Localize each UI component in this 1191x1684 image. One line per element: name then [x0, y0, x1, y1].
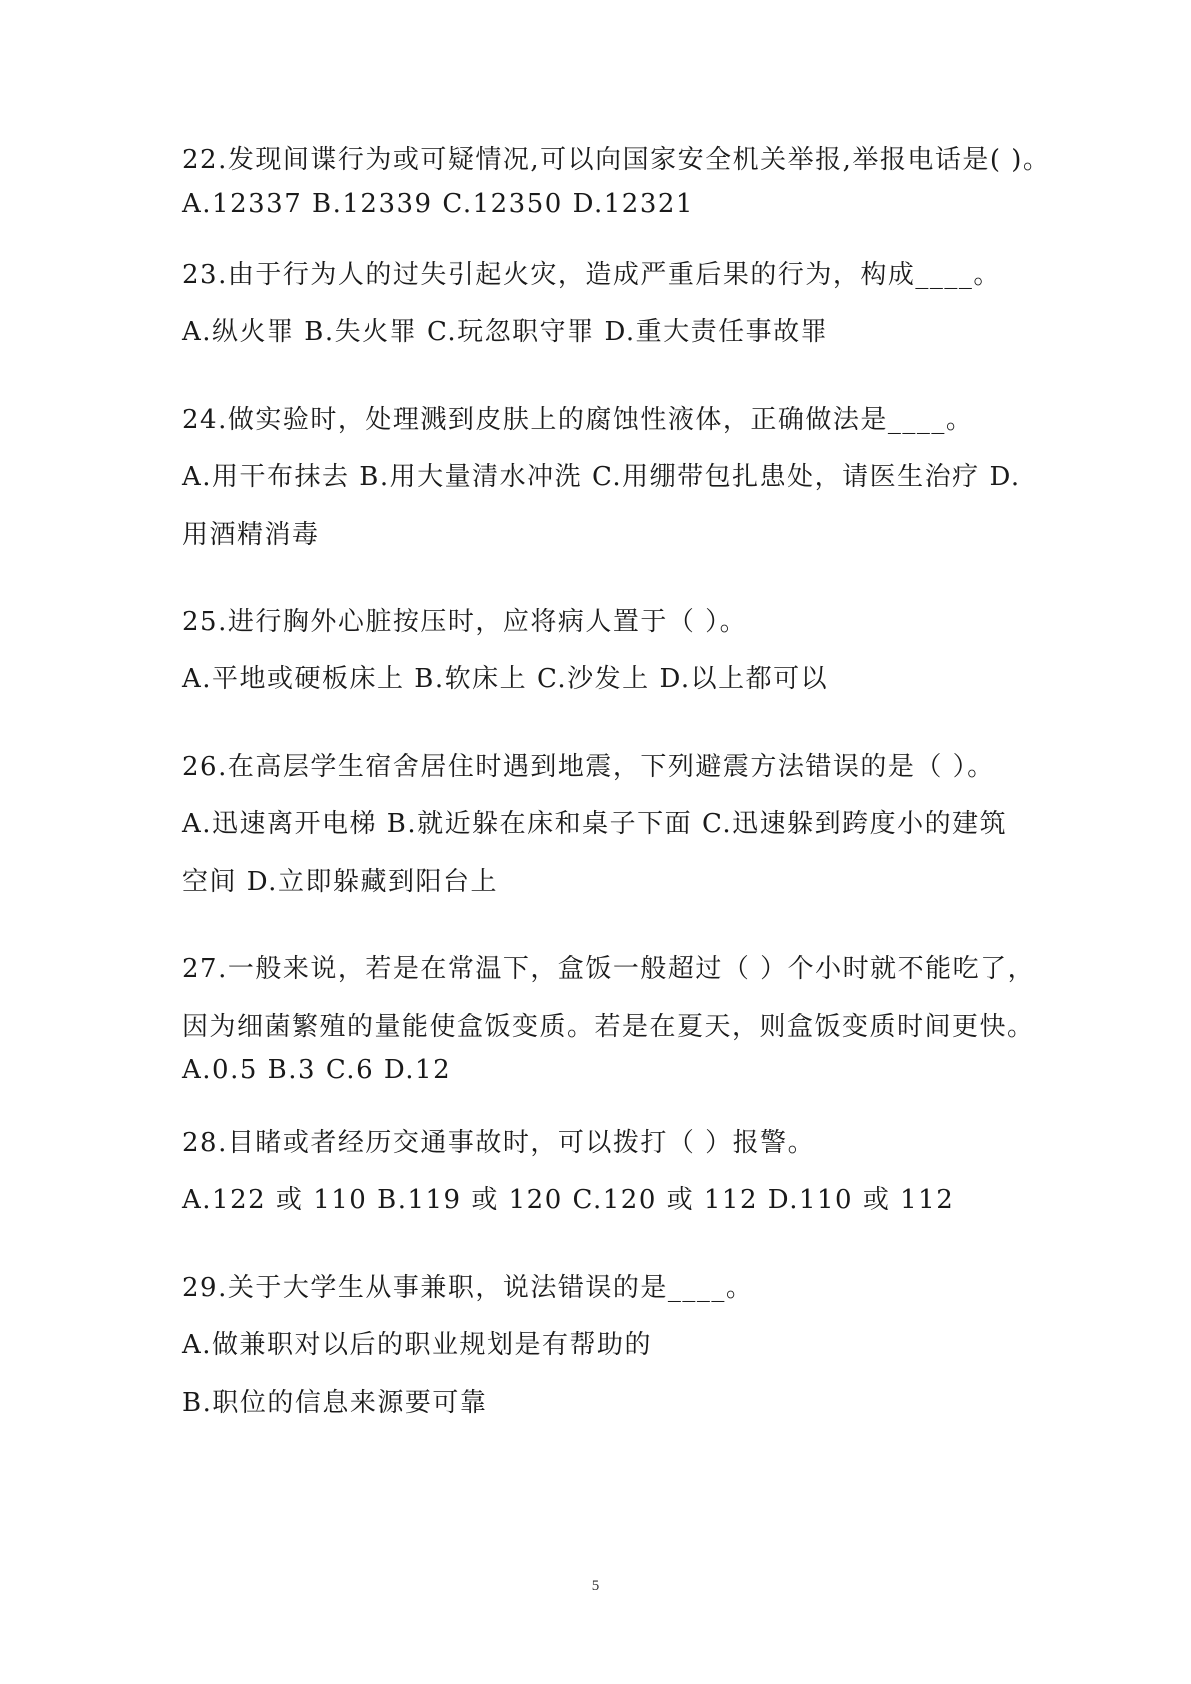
question-22-options: A.12337 B.12339 C.12350 D.12321 [182, 189, 694, 219]
question-24-stem: 24.做实验时，处理溅到皮肤上的腐蚀性液体，正确做法是____。 [182, 405, 974, 435]
question-29-option-a: A.做兼职对以后的职业规划是有帮助的 [182, 1330, 653, 1360]
question-29-option-b: B.职位的信息来源要可靠 [182, 1388, 488, 1418]
question-26-options-cont: 空间 D.立即躲藏到阳台上 [182, 867, 498, 897]
question-28-stem: 28.目睹或者经历交通事故时，可以拨打（ ）报警。 [182, 1128, 816, 1158]
page-number: 5 [591, 1578, 600, 1594]
question-22-stem: 22.发现间谍行为或可疑情况,可以向国家安全机关举报,举报电话是( )。 [182, 145, 1051, 175]
question-23-options: A.纵火罪 B.失火罪 C.玩忽职守罪 D.重大责任事故罪 [182, 317, 829, 347]
question-25-stem: 25.进行胸外心脏按压时，应将病人置于（ ）。 [182, 607, 748, 637]
question-25-options: A.平地或硬板床上 B.软床上 C.沙发上 D.以上都可以 [182, 664, 829, 694]
question-27-options: A.0.5 B.3 C.6 D.12 [182, 1055, 452, 1085]
question-26-stem: 26.在高层学生宿舍居住时遇到地震，下列避震方法错误的是（ ）。 [182, 752, 995, 782]
question-29-stem: 29.关于大学生从事兼职，说法错误的是____。 [182, 1273, 754, 1303]
question-24-options-cont: 用酒精消毒 [182, 520, 320, 550]
question-27-stem-cont: 因为细菌繁殖的量能使盒饭变质。若是在夏天，则盒饭变质时间更快。 [182, 1012, 1035, 1042]
question-28-options: A.122 或 110 B.119 或 120 C.120 或 112 D.110 或 112 [182, 1185, 955, 1215]
question-27-stem: 27.一般来说，若是在常温下，盒饭一般超过（ ）个小时就不能吃了， [182, 954, 1036, 984]
question-23-stem: 23.由于行为人的过失引起火灾，造成严重后果的行为，构成____。 [182, 260, 1001, 290]
question-24-options: A.用干布抹去 B.用大量清水冲洗 C.用绷带包扎患处，请医生治疗 D. [182, 462, 1021, 492]
question-26-options: A.迅速离开电梯 B.就近躲在床和桌子下面 C.迅速躲到跨度小的建筑 [182, 809, 1008, 839]
